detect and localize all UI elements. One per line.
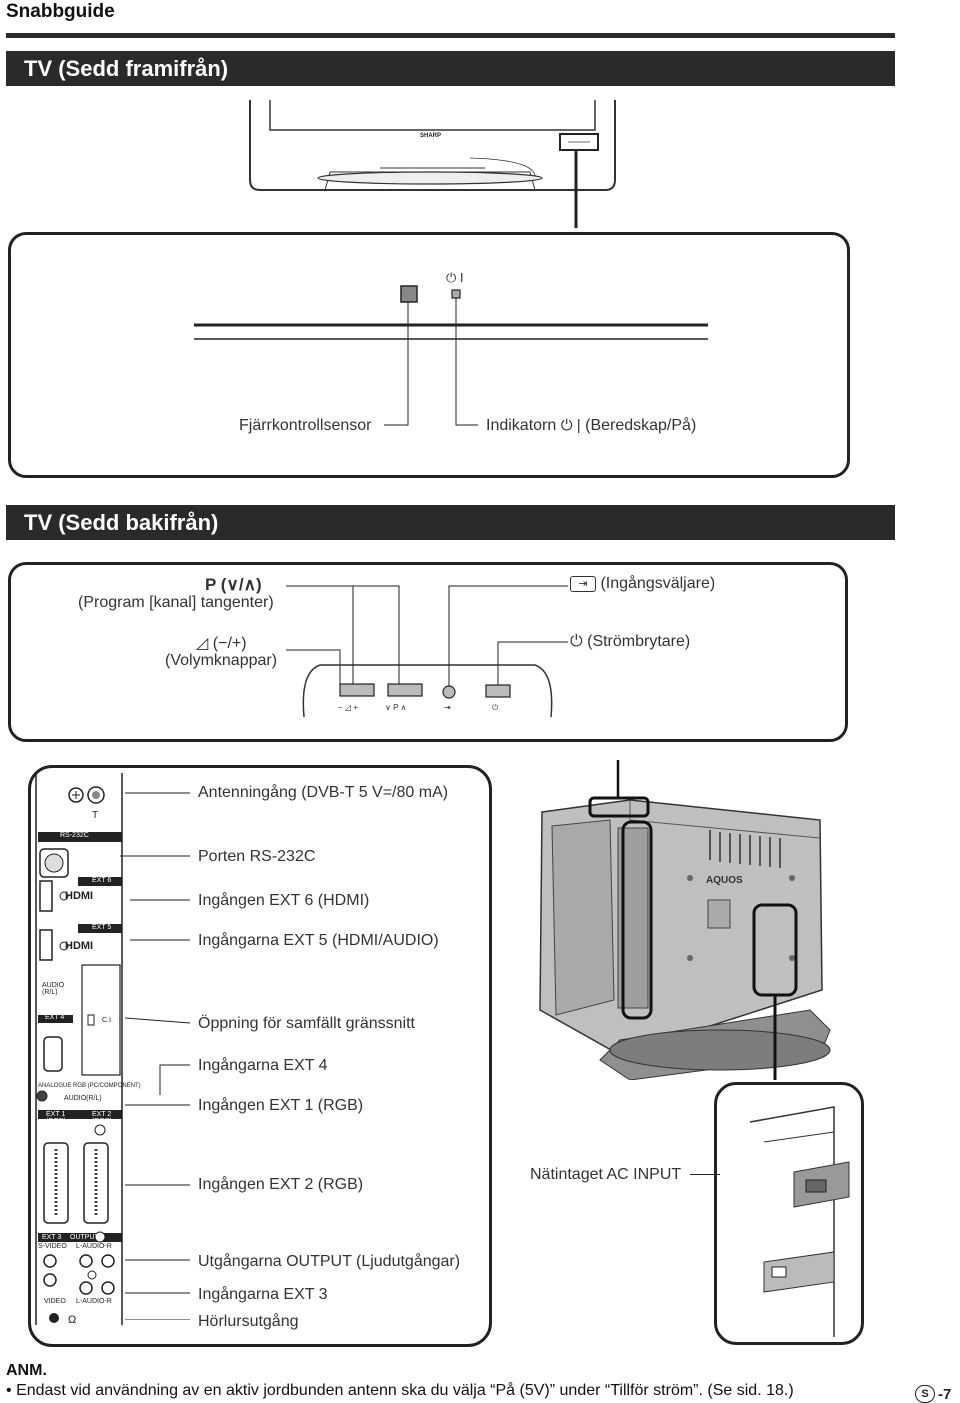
analogue-panel-label: ANALOGUE RGB (PC/COMPONENT) xyxy=(38,1083,141,1089)
ext4-panel-label: EXT 4 xyxy=(45,1014,65,1021)
hdmi6-logo: HDMI xyxy=(65,890,94,902)
connector-leader-lines xyxy=(0,760,200,1320)
front-section-title: TV (Sedd framifrån) xyxy=(24,55,229,81)
ac-leader-line xyxy=(690,1174,720,1175)
note-title: ANM. xyxy=(6,1362,47,1379)
power-indicator-symbol: ⏻ I xyxy=(446,270,464,285)
volume-icon: ◿ xyxy=(196,635,209,652)
antenna-input-label: Antenningång (DVB-T 5 V=/80 mA) xyxy=(198,784,449,801)
remote-sensor-label: Fjärrkontrollsensor xyxy=(239,417,372,434)
ext1-input-label: Ingången EXT 1 (RGB) xyxy=(198,1097,364,1114)
front-detail-drawing xyxy=(8,232,850,478)
ac-input-label: Nätintaget AC INPUT xyxy=(530,1166,682,1183)
indicator-label-suffix: (Beredskap/På) xyxy=(585,417,697,434)
tv-front-illustration xyxy=(230,100,630,230)
laudio-ext3-panel-label: L-AUDIO-R xyxy=(76,1298,112,1305)
ext6-input-label: Ingången EXT 6 (HDMI) xyxy=(198,892,370,909)
svideo-panel-label: S-VIDEO xyxy=(38,1243,67,1250)
video-panel-label: VIDEO xyxy=(44,1298,66,1305)
output-label: Utgångarna OUTPUT (Ljudutgångar) xyxy=(198,1253,461,1270)
input-selector-text: (Ingångsväljare) xyxy=(600,575,716,592)
indicator-label-prefix: Indikatorn xyxy=(486,417,557,434)
input-selector-icon: ⇥ xyxy=(570,576,596,592)
volume-buttons-label xyxy=(196,633,247,653)
headphone-output-label: Hörlursutgång xyxy=(198,1313,299,1330)
ext6-panel-label: EXT 6 xyxy=(92,877,112,884)
page-number xyxy=(915,1385,951,1403)
page-number-text: -7 xyxy=(938,1385,952,1403)
ext3-input-label: Ingångarna EXT 3 xyxy=(198,1286,328,1303)
svg-text:∨ P ∧: ∨ P ∧ xyxy=(385,703,407,712)
ci-slot-label: Öppning för samfällt gränssnitt xyxy=(198,1015,415,1032)
tv-back-illustration xyxy=(530,760,840,1080)
svg-text:⇥: ⇥ xyxy=(444,703,451,712)
ext1-panel-label: EXT 1 (RGB) xyxy=(46,1111,66,1125)
power-switch-text: (Strömbrytare) xyxy=(587,633,691,650)
ext4-input-label: Ingångarna EXT 4 xyxy=(198,1057,328,1074)
output-panel-label: OUTPUT xyxy=(70,1234,99,1241)
ext5-input-label: Ingångarna EXT 5 (HDMI/AUDIO) xyxy=(198,932,439,949)
ac-inlet-drawing xyxy=(714,1082,864,1345)
program-buttons-label: P (∨/∧) xyxy=(205,575,262,594)
ext5-panel-label: EXT 5 xyxy=(92,924,112,931)
back-section-title: TV (Sedd bakifrån) xyxy=(24,509,219,535)
volume-buttons-symbol: (−/+) xyxy=(212,635,247,652)
laudio-output-panel-label: L-AUDIO-R xyxy=(76,1243,112,1250)
volume-buttons-desc: (Volymknappar) xyxy=(165,652,278,669)
ci-panel-label: C.I. xyxy=(102,1017,113,1024)
audio-rl-panel-label: AUDIO(R/L) xyxy=(64,1095,102,1102)
hdmi5-logo: HDMI xyxy=(65,940,94,952)
ext2-panel-label: EXT 2 (RGB) xyxy=(92,1111,112,1125)
indicator-label xyxy=(486,417,696,435)
rs232-port-label: Porten RS-232C xyxy=(198,848,316,865)
back-section-band xyxy=(6,505,895,540)
input-selector-label xyxy=(570,575,715,593)
page-letter-icon: S xyxy=(915,1385,935,1403)
svg-text:Ω: Ω xyxy=(68,1314,77,1326)
power-switch-icon: ⏻ xyxy=(570,633,583,650)
audio-panel-label: AUDIO (R/L) xyxy=(42,982,65,996)
ext2-input-label: Ingången EXT 2 (RGB) xyxy=(198,1176,364,1193)
note-item xyxy=(6,1382,794,1400)
header-rule xyxy=(6,33,895,38)
program-buttons-desc: (Program [kanal] tangenter) xyxy=(78,594,274,611)
svg-text:⏻: ⏻ xyxy=(492,703,499,712)
note-text: Endast vid användning av en aktiv jordbunden antenn ska du välja “På (5V)” under “Tillför ström”. (Se sid. 18.) xyxy=(16,1382,794,1399)
rs232-panel-label: RS-232C xyxy=(60,832,89,839)
aquos-brand-logo: AQUOS xyxy=(706,875,743,886)
back-controls-drawing xyxy=(8,562,848,742)
svg-text:− ◿ +: − ◿ + xyxy=(338,703,358,712)
power-switch-label xyxy=(570,633,690,651)
front-section-band xyxy=(6,51,895,86)
power-icon: ⏻ | xyxy=(560,417,581,434)
svg-text:T: T xyxy=(92,810,99,821)
front-brand-logo: SHARP xyxy=(420,133,442,139)
bullet-icon: • xyxy=(6,1382,12,1399)
section-title: Snabbguide xyxy=(6,1,115,22)
ext3-panel-label: EXT 3 xyxy=(42,1234,62,1241)
